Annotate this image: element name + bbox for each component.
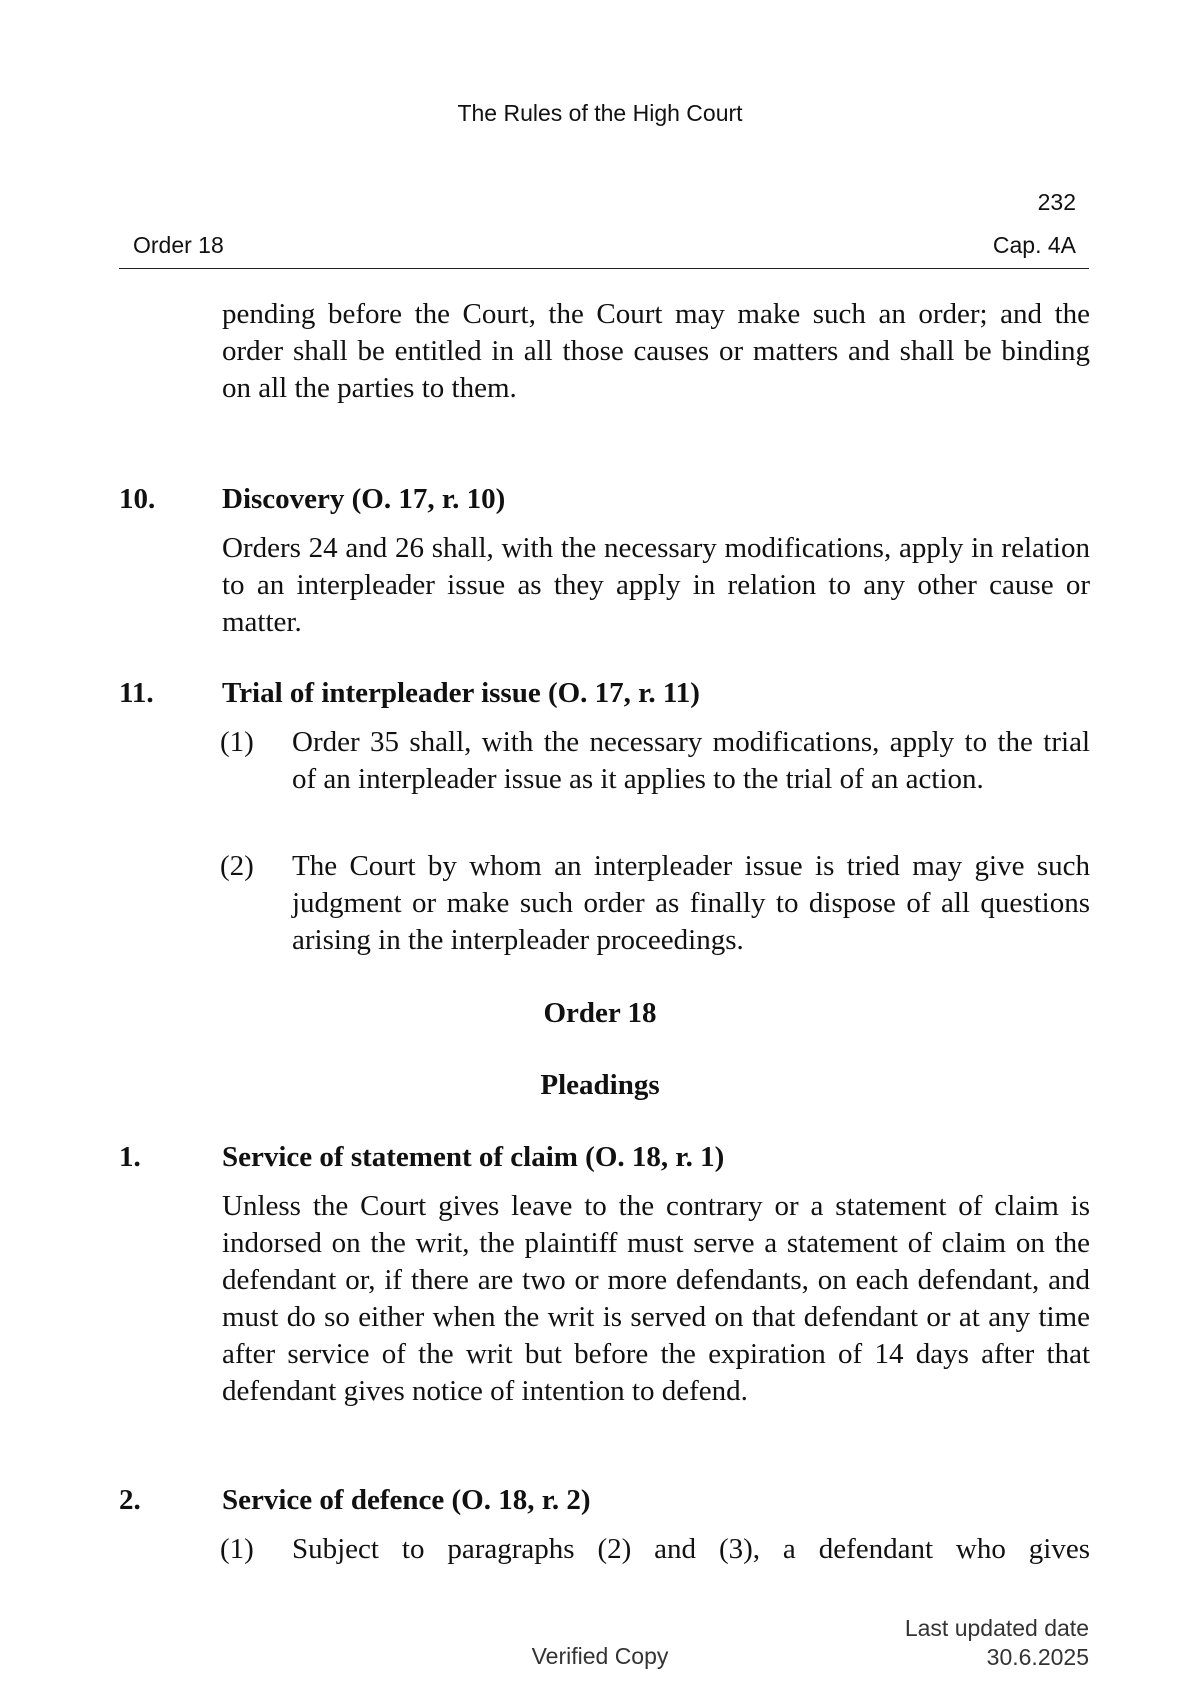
- rule-10-number: 10.: [119, 483, 156, 515]
- rule-11-item-1-number: (1): [220, 726, 254, 758]
- rule-2-item-1-number: (1): [220, 1533, 254, 1565]
- chapter-label: Cap. 4A: [992, 232, 1076, 258]
- rule-1-text: Unless the Court gives leave to the contrary or a statement of claim is indorsed on the writ, the plaintiff must serve a statement of claim on the defendant or, if there are two or more defendants, on each defendant, and must do so either when the writ is served on that defendant or at any time after service of the writ but before the expiration of 14 days after that defendant gives notice of intention to defend.: [222, 1190, 1090, 1407]
- rule-11-number: 11.: [119, 677, 154, 709]
- running-order-label: Order 18: [133, 232, 224, 258]
- continuation-paragraph: pending before the Court, the Court may make such an order; and the order shall be entitled in all those causes or matters and shall be binding on all the parties to them.: [222, 298, 1090, 404]
- rule-2-number: 2.: [119, 1484, 141, 1516]
- rule-2-heading: Service of defence (O. 18, r. 2): [222, 1484, 591, 1516]
- last-updated-label: Last updated date: [904, 1615, 1089, 1641]
- order-subtitle: Pleadings: [540, 1069, 660, 1101]
- last-updated-date: 30.6.2025: [986, 1644, 1089, 1670]
- rule-11-item-1-text: Order 35 shall, with the necessary modifications, apply to the trial of an interpleader issue as it applies to the trial of an action.: [292, 726, 1090, 795]
- rule-10-text: Orders 24 and 26 shall, with the necessary modifications, apply in relation to an interpleader issue as they apply in relation to any other cause or matter.: [222, 532, 1090, 638]
- rule-10-heading: Discovery (O. 17, r. 10): [222, 483, 506, 515]
- verified-copy-label: Verified Copy: [531, 1643, 669, 1669]
- last-updated-block: [905, 1614, 1089, 1672]
- rule-1-heading: Service of statement of claim (O. 18, r. 1): [222, 1141, 725, 1173]
- rule-2-item-1-text: Subject to paragraphs (2) and (3), a defendant who gives: [292, 1533, 1090, 1565]
- rule-11-heading: Trial of interpleader issue (O. 17, r. 11): [222, 677, 700, 709]
- rule-11-item-2-number: (2): [220, 850, 254, 882]
- header-divider: [119, 268, 1089, 269]
- page-number: 232: [1037, 189, 1076, 215]
- rule-11-item-2-text: The Court by whom an interpleader issue is tried may give such judgment or make such order as finally to dispose of all questions arising in the interpleader proceedings.: [292, 850, 1090, 956]
- order-title: Order 18: [543, 997, 657, 1029]
- document-title: The Rules of the High Court: [457, 100, 743, 126]
- rule-1-number: 1.: [119, 1141, 141, 1173]
